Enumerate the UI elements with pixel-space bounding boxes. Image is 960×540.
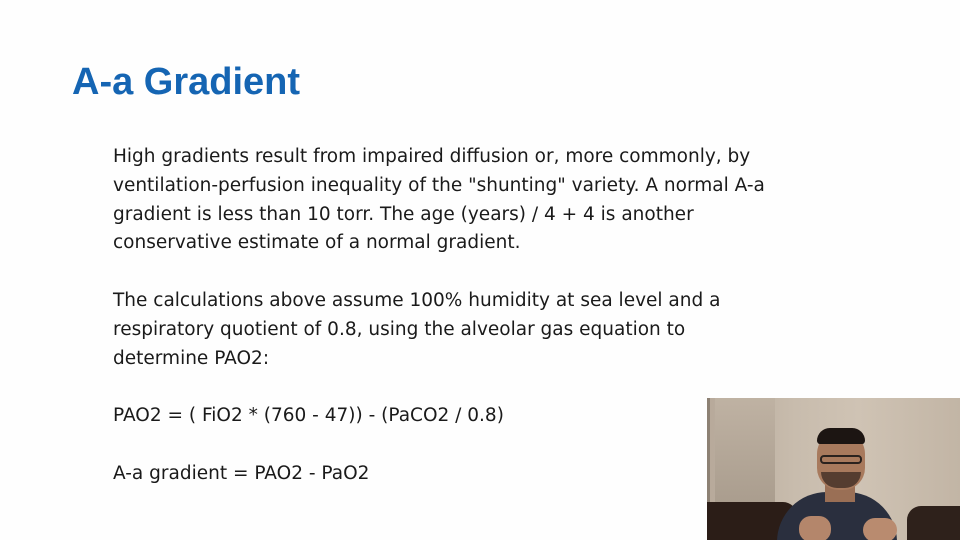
slide-title: A-a Gradient: [72, 61, 301, 103]
presenter-hand-left: [799, 516, 831, 540]
presenter-webcam-overlay: [707, 398, 960, 540]
presenter-glasses: [820, 455, 862, 464]
paragraph-spacer: [113, 258, 833, 287]
equation-aa-gradient: A-a gradient = PAO2 - PaO2: [113, 462, 370, 484]
background-door: [715, 398, 775, 508]
presenter-hair: [817, 428, 865, 444]
background-couch-right: [907, 506, 960, 540]
presenter-hand-right: [863, 518, 897, 540]
equation-pao2: PAO2 = ( FiO2 * (760 - 47)) - (PaCO2 / 0.8): [113, 405, 504, 427]
paragraph-gradient-explanation: High gradients result from impaired diffusion or, more commonly, by ventilation-perfusion inequality of the "shunting" variety. A normal A-a gradient is less than 10 torr. The age (years) / 4 + 4 is another conservative estimate of a normal gradient.: [113, 146, 765, 254]
paragraph-calculation-assumptions: The calculations above assume 100% humidity at sea level and a respiratory quotient of 0.8, using the alveolar gas equation to determine PAO2:: [113, 289, 721, 369]
